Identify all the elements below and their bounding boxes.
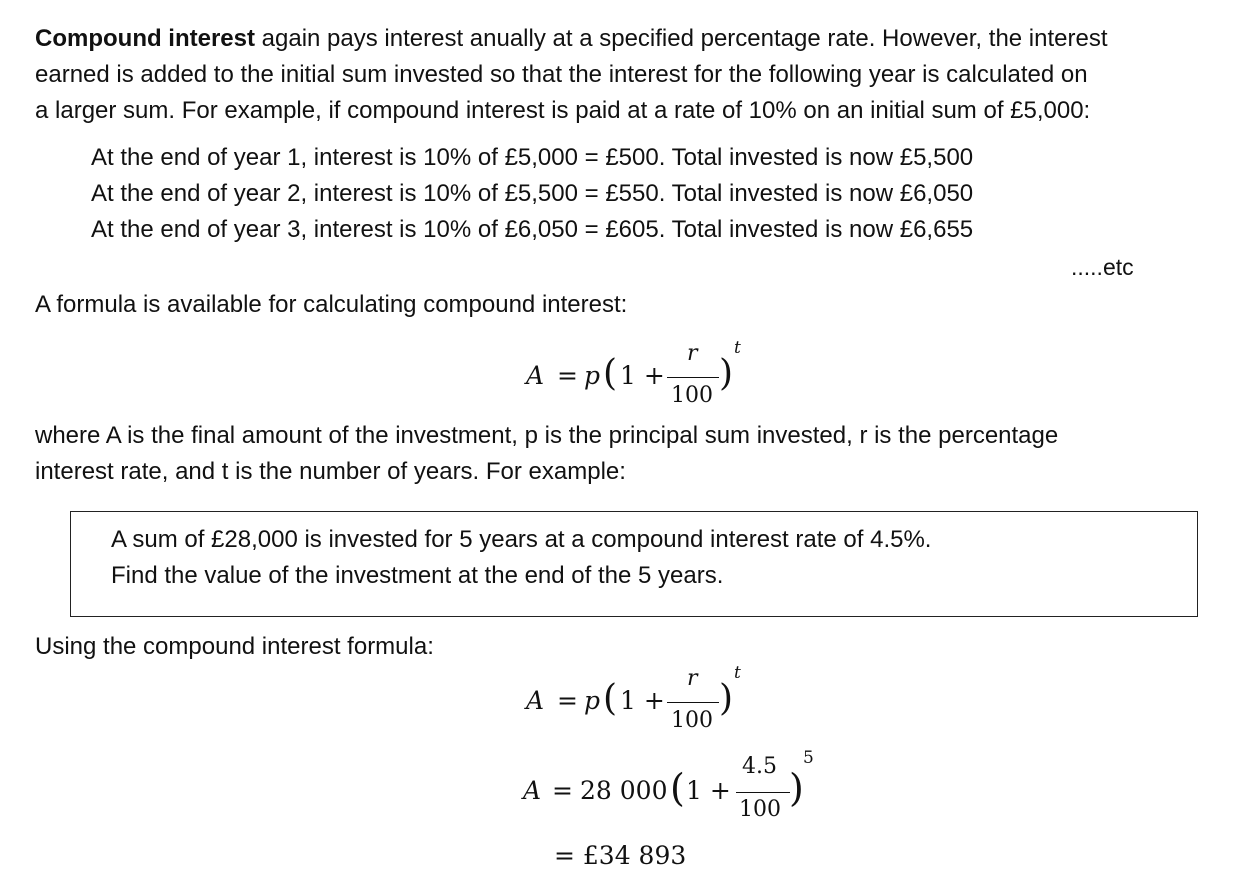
formula2-equals: = <box>557 686 578 715</box>
formula2-lhs: A <box>526 686 545 715</box>
substituted-fraction-bar <box>736 792 790 793</box>
example-box-line-1: A sum of £28,000 is invested for 5 years at a compound interest rate of 4.5%. <box>111 526 932 553</box>
substituted-numerator: 4.5 <box>742 754 777 779</box>
example-box <box>70 511 1198 617</box>
substituted-close-paren: ) <box>789 766 804 810</box>
formula-denominator: 100 <box>671 383 713 408</box>
where-line-2: interest rate, and t is the number of years. For example: <box>35 458 626 485</box>
formula-intro: A formula is available for calculating compound interest: <box>35 291 628 318</box>
compound-interest-term: Compound interest <box>35 25 255 52</box>
formula-close-paren: ) <box>719 353 734 394</box>
formula-lhs: A <box>526 361 545 390</box>
intro-line-1 <box>35 21 1108 57</box>
formula2-p: p <box>584 686 601 715</box>
substituted-principal: 28 000 <box>580 776 668 805</box>
formula2-close-paren: ) <box>719 678 734 719</box>
intro-line-1-rest: again pays interest anually at a specified percentage rate. However, the interest <box>255 25 1108 52</box>
substituted-exponent: 5 <box>803 748 814 768</box>
formula-open-paren: ( <box>603 353 618 394</box>
intro-line-2: earned is added to the initial sum invested so that the interest for the following year is calculated on <box>35 61 1088 88</box>
formula2-numerator: r <box>687 666 698 691</box>
formula2-one-plus: 1 + <box>620 686 665 715</box>
formula2-exponent: t <box>734 663 741 683</box>
year-3-line: At the end of year 3, interest is 10% of £6,050 = £605. Total invested is now £6,655 <box>91 216 974 243</box>
formula-numerator: r <box>687 341 698 366</box>
formula-exponent: t <box>734 338 741 358</box>
example-box-line-2: Find the value of the investment at the end of the 5 years. <box>111 562 724 589</box>
etc-text: .....etc <box>1071 254 1134 280</box>
formula-one-plus: 1 + <box>620 361 665 390</box>
year-1-line: At the end of year 1, interest is 10% of £5,000 = £500. Total invested is now £5,500 <box>91 144 974 171</box>
substituted-denominator: 100 <box>739 797 781 822</box>
formula-p: p <box>584 361 601 390</box>
formula-equals: = <box>557 361 578 390</box>
formula-fraction-bar <box>667 377 719 378</box>
where-line-1: where A is the final amount of the investment, p is the principal sum invested, r is the percentage <box>35 422 1059 449</box>
intro-line-3: a larger sum. For example, if compound interest is paid at a rate of 10% on an initial sum of £5,000: <box>35 97 1091 124</box>
using-formula-text: Using the compound interest formula: <box>35 633 434 660</box>
year-2-line: At the end of year 2, interest is 10% of £5,500 = £550. Total invested is now £6,050 <box>91 180 974 207</box>
substituted-equals: = <box>552 776 573 805</box>
substituted-lhs: A <box>523 776 542 805</box>
formula2-fraction-bar <box>667 702 719 703</box>
result-value: = £34 893 <box>554 841 687 870</box>
formula2-denominator: 100 <box>671 708 713 733</box>
formula2-open-paren: ( <box>603 678 618 719</box>
substituted-open-paren: ( <box>670 766 685 810</box>
substituted-one-plus: 1 + <box>686 776 731 805</box>
